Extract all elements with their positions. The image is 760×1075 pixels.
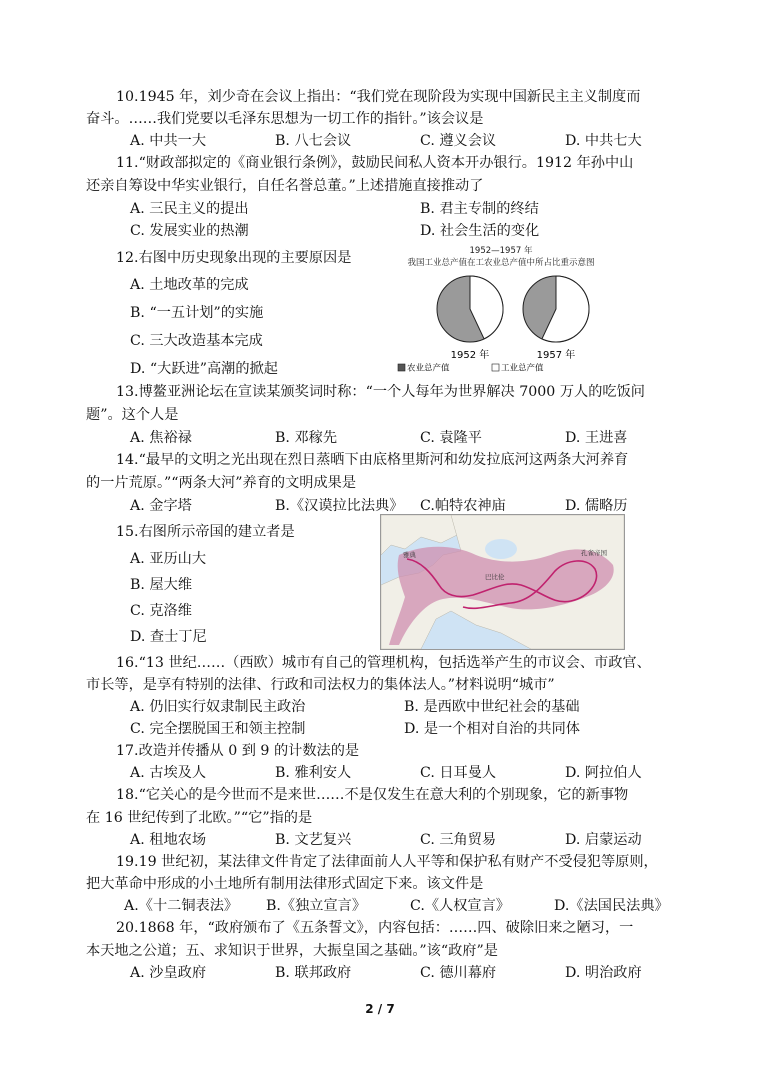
q15-option-b: B. 屋大维	[130, 577, 193, 593]
q20-option-d: D. 明治政府	[565, 965, 642, 981]
q10-stem-line1: 10.1945 年，刘少奇在会议上指出：“我们党在现阶段为实现中国新民主主义制度而	[116, 89, 641, 105]
label-1957: 1957 年	[536, 350, 576, 361]
q16-option-a: A. 仍旧实行奴隶制民主政治	[130, 699, 306, 715]
q12-option-b: B. “一五计划”的实施	[130, 305, 264, 321]
q13-option-b: B. 邓稼先	[275, 430, 338, 446]
q17-option-b: B. 雅利安人	[275, 765, 352, 781]
q16-stem-line1: 16.“13 世纪……（西欧）城市有自己的管理机构，包括选举产生的市议会、市政官、	[116, 655, 651, 671]
q13-option-d: D. 王进喜	[565, 430, 628, 446]
figure-title-years: 1952—1957 年	[469, 246, 533, 256]
q11-option-b: B. 君主专制的终结	[420, 201, 539, 217]
q17-stem: 17.改造并传播从 0 到 9 的计数法的是	[116, 743, 360, 759]
q19-option-a: A.《十二铜表法》	[124, 898, 239, 914]
q14-stem-line1: 14.“最早的文明之光出现在烈日蒸晒下由底格里斯河和幼发拉底河这两条大河养育	[116, 452, 629, 468]
q12-option-d: D. “大跃进”高潮的掀起	[130, 361, 278, 377]
pie-1957	[523, 276, 589, 342]
q18-stem-line1: 18.“它关心的是今世而不是来世……不是仅发生在意大利的个别现象，它的新事物	[116, 787, 629, 803]
q15-option-d: D. 查士丁尼	[130, 629, 207, 645]
q13-option-a: A. 焦裕禄	[130, 430, 192, 446]
q14-option-a: A. 金字塔	[130, 498, 192, 514]
q14-option-c: C.帕特农神庙	[420, 498, 506, 514]
q11-stem-line1: 11.“财政部拟定的《商业银行条例》，鼓励民间私人资本开办银行。1912 年孙中山	[116, 155, 634, 171]
map-label-east: 孔雀帝国	[581, 549, 607, 557]
empire-map	[380, 514, 625, 650]
q20-option-a: A. 沙皇政府	[130, 965, 207, 981]
q11-stem-line2: 还亲自筹设中华实业银行，自任名誉总董。”上述措施直接推动了	[86, 178, 484, 194]
page-number: 2 / 7	[365, 1002, 395, 1016]
q19-option-c: C.《人权宣言》	[410, 898, 510, 914]
figure-title: 我国工业总产值在工农业总产值中所占比重示意图	[407, 258, 595, 268]
q17-option-d: D. 阿拉伯人	[565, 765, 642, 781]
legend-ind-label: 工业总产值	[501, 363, 544, 374]
q11-option-a: A. 三民主义的提出	[130, 201, 249, 217]
legend-ind-swatch	[492, 364, 499, 371]
map-caspian-sea	[485, 539, 517, 559]
q19-stem-line1: 19.19 世纪初，某法律文件肯定了法律面前人人平等和保护私有财产不受侵犯等原则，	[116, 854, 658, 870]
q11-option-d: D. 社会生活的变化	[420, 223, 540, 239]
legend-agri-label: 农业总产值	[407, 363, 450, 374]
pie-charts	[392, 246, 610, 374]
q18-option-c: C. 三角贸易	[420, 832, 497, 848]
q13-stem-line1: 13.博鳌亚洲论坛在宣读某颁奖词时称：“一个人每年为世界解决 7000 万人的吃饭问	[116, 384, 645, 400]
q17-option-c: C. 日耳曼人	[420, 765, 497, 781]
q16-option-b: B. 是西欧中世纪社会的基础	[404, 699, 580, 715]
q15-stem: 15.右图所示帝国的建立者是	[116, 524, 295, 540]
q12-option-a: A. 土地改革的完成	[130, 277, 249, 293]
q10-option-d: D. 中共七大	[565, 133, 642, 149]
q15-option-c: C. 克洛维	[130, 603, 192, 619]
label-1952: 1952 年	[450, 350, 490, 361]
map-label-athens: 雅典	[403, 551, 416, 559]
empire-map-svg	[381, 515, 624, 649]
q20-option-c: C. 德川幕府	[420, 965, 497, 981]
q16-option-c: C. 完全摆脱国王和领主控制	[130, 721, 306, 737]
q20-stem-line2: 本天地之公道；五、求知识于世界，大振皇国之基础。”该“政府”是	[86, 943, 498, 959]
q12-option-c: C. 三大改造基本完成	[130, 333, 263, 349]
q16-stem-line2: 市长等，是享有特别的法律、行政和司法权力的集体法人。”材料说明“城市”	[86, 677, 555, 693]
q11-option-c: C. 发展实业的热潮	[130, 223, 249, 239]
map-label-babylon: 巴比伦	[485, 573, 505, 581]
q19-option-b: B.《独立宣言》	[266, 898, 367, 914]
q13-option-c: C. 袁隆平	[420, 430, 482, 446]
q14-option-b: B.《汉谟拉比法典》	[275, 498, 404, 514]
industry-share-figure	[392, 246, 610, 374]
q19-stem-line2: 把大革命中形成的小土地所有制用法律形式固定下来。该文件是	[86, 876, 484, 892]
q18-stem-line2: 在 16 世纪传到了北欧。”“它”指的是	[86, 810, 313, 826]
legend-agri-swatch	[398, 364, 405, 371]
q10-stem-line2: 奋斗。……我们党要以毛泽东思想为一切工作的指针。”该会议是	[86, 111, 484, 127]
q16-option-d: D. 是一个相对自治的共同体	[404, 721, 580, 737]
q14-option-d: D. 儒略历	[565, 498, 628, 514]
q18-option-a: A. 租地农场	[130, 832, 207, 848]
q20-option-b: B. 联邦政府	[275, 965, 352, 981]
q19-option-d: D.《法国民法典》	[554, 898, 669, 914]
q12-stem: 12.右图中历史现象出现的主要原因是	[116, 250, 352, 266]
q13-stem-line2: 题”。这个人是	[86, 407, 179, 423]
q20-stem-line1: 20.1868 年，“政府颁布了《五条誓文》，内容包括：……四、破除旧来之陋习，一	[116, 920, 634, 936]
q18-option-d: D. 启蒙运动	[565, 832, 642, 848]
q10-option-b: B. 八七会议	[275, 133, 352, 149]
q18-option-b: B. 文艺复兴	[275, 832, 352, 848]
q10-option-c: C. 遵义会议	[420, 133, 497, 149]
q14-stem-line2: 的一片荒原。”“两条大河”养育的文明成果是	[86, 475, 357, 491]
q10-option-a: A. 中共一大	[130, 133, 207, 149]
pie-1952	[437, 276, 503, 342]
q17-option-a: A. 古埃及人	[130, 765, 207, 781]
q15-option-a: A. 亚历山大	[130, 551, 207, 567]
